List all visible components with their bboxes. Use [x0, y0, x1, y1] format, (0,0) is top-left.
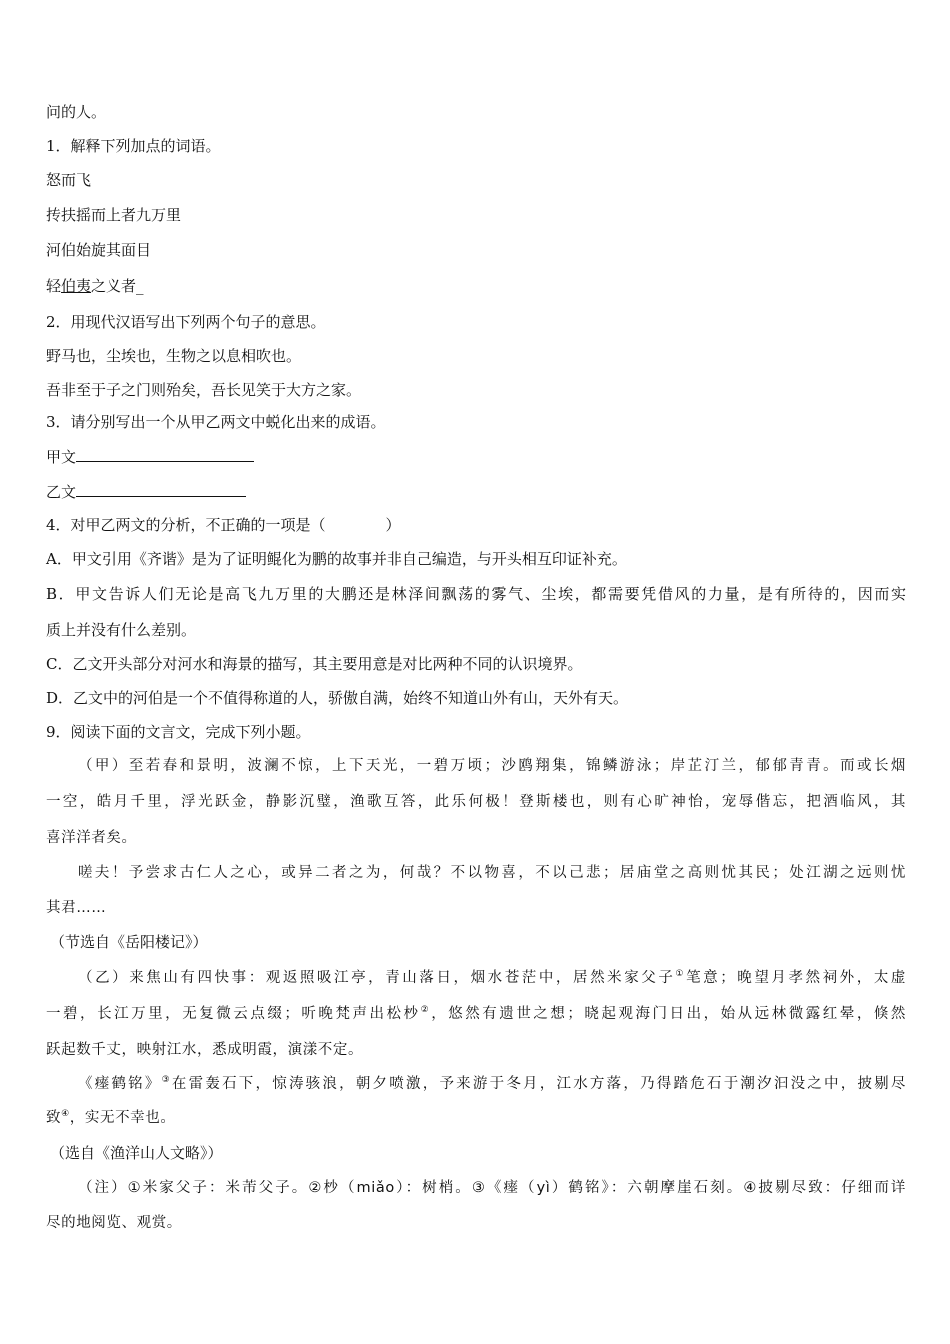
q9-title: 9．阅读下面的文言文，完成下列小题。 [46, 723, 311, 741]
passage-jia-source: （节选自《岳阳楼记》） [50, 933, 208, 951]
q3-answer-b-blank[interactable] [76, 481, 246, 497]
q4-option-b-line2: 质上并没有什么差别。 [46, 621, 197, 639]
q1-item-4 [46, 276, 906, 296]
passage-yi-line4-b: 在雷轰石下，惊涛骇浪，朝夕喷激，予来游于冬月，江水方落，乃得踏危石于潮汐汩没之中，披剔尽 [171, 1076, 906, 1092]
passage-yi-line5-b: ，实无不幸也。 [69, 1110, 176, 1126]
passage-yi-line2-b: ，悠然有遗世之想；晓起观海门日出，始从远林微露红晕，倏然 [431, 1006, 906, 1022]
q3-title: 3．请分别写出一个从甲乙两文中蜕化出来的成语。 [46, 413, 386, 431]
footnote-ref-1: ① [675, 969, 687, 980]
passage-yi-line1 [78, 968, 906, 988]
q4-option-a: A．甲文引用《齐谐》是为了证明鲲化为鹏的故事并非自己编造，与开头相互印证补充。 [46, 550, 627, 568]
passage-jia-line1: （甲）至若春和景明，波澜不惊，上下天光，一碧万顷；沙鸥翔集，锦鳞游泳；岸芷汀兰，郁郁青青。而或长烟 [78, 758, 906, 774]
passage-yi-line1-a: （乙）来焦山有四快事：观返照吸江亭，青山落日，烟水苍茫中，居然米家父子 [78, 970, 676, 986]
passage-yi-line2-a: 一碧，长江万里，无复微云点缀；听晚梵声出松杪 [46, 1006, 421, 1022]
passage-jia-line5: 其君…… [46, 900, 107, 916]
q4-option-d: D．乙文中的河伯是一个不值得称道的人，骄傲自满，始终不知道山外有山，天外有天。 [46, 689, 629, 707]
notes-line1: （注）①米家父子：米芾父子。②杪（miǎo）：树梢。③《瘗（yì）鹤铭》：六朝摩崖石刻。④披剔尽致：仔细而详 [78, 1180, 906, 1196]
q3-answer-a-label: 甲文 [46, 448, 77, 466]
q1-item-4-underlined: 伯夷 [61, 277, 92, 295]
footnote-ref-3: ③ [161, 1075, 172, 1086]
passage-yi-source: （选自《渔洋山人文略》） [50, 1144, 223, 1162]
q1-item-1: 怒而飞 [46, 171, 92, 189]
passage-yi-line5-a: 致 [46, 1110, 62, 1126]
passage-jia-line3: 喜洋洋者矣。 [46, 830, 137, 846]
passage-yi-line4 [78, 1074, 906, 1094]
intro-tail: 问的人。 [46, 103, 107, 121]
q4-option-b-line1: B．甲文告诉人们无论是高飞九万里的大鹏还是林泽间飘荡的雾气、尘埃，都需要凭借风的力量，是有所待的，因而实 [46, 585, 906, 603]
q1-item-4-pre: 轻 [46, 277, 62, 295]
q2-sentence-1: 野马也，尘埃也，生物之以息相吹也。 [46, 347, 302, 365]
passage-yi-line5 [46, 1108, 906, 1128]
q3-answer-a-blank[interactable] [76, 446, 254, 462]
passage-yi-line2 [46, 1004, 906, 1024]
passage-jia-line4: 嗟夫！予尝求古仁人之心，或异二者之为，何哉？不以物喜，不以己悲；居庙堂之高则忧其民；处江湖之远则忧 [78, 865, 906, 881]
q4-title: 4．对甲乙两文的分析，不正确的一项是（ ） [46, 516, 401, 534]
notes-line2: 尽的地阅览、观赏。 [46, 1215, 182, 1231]
passage-yi-line3: 跃起数千丈，映射江水，悉成明霞，演漾不定。 [46, 1042, 364, 1058]
q1-title: 1．解释下列加点的词语。 [46, 137, 221, 155]
q2-title: 2．用现代汉语写出下列两个句子的意思。 [46, 313, 326, 331]
q1-item-3: 河伯始旋其面目 [46, 241, 152, 259]
passage-jia-line2: 一空，皓月千里，浮光跃金，静影沉璧，渔歌互答，此乐何极！登斯楼也，则有心旷神怡，宠辱偕忘，把酒临风，其 [46, 794, 906, 810]
q4-option-c: C．乙文开头部分对河水和海景的描写，其主要用意是对比两种不同的认识境界。 [46, 655, 583, 673]
q1-item-2: 抟扶摇而上者九万里 [46, 206, 182, 224]
footnote-ref-4: ④ [61, 1109, 70, 1120]
q3-answer-a [46, 446, 906, 467]
passage-yi-line1-b: 笔意；晚望月孝然祠外，太虚 [686, 970, 906, 986]
footnote-ref-2: ② [420, 1005, 432, 1016]
passage-yi-line4-a: 《瘗鹤铭》 [78, 1076, 162, 1092]
q3-answer-b [46, 481, 906, 502]
q3-answer-b-label: 乙文 [46, 483, 77, 501]
q1-item-4-post: 之义者_ [91, 277, 144, 295]
q2-sentence-2: 吾非至于子之门则殆矣，吾长见笑于大方之家。 [46, 381, 362, 399]
